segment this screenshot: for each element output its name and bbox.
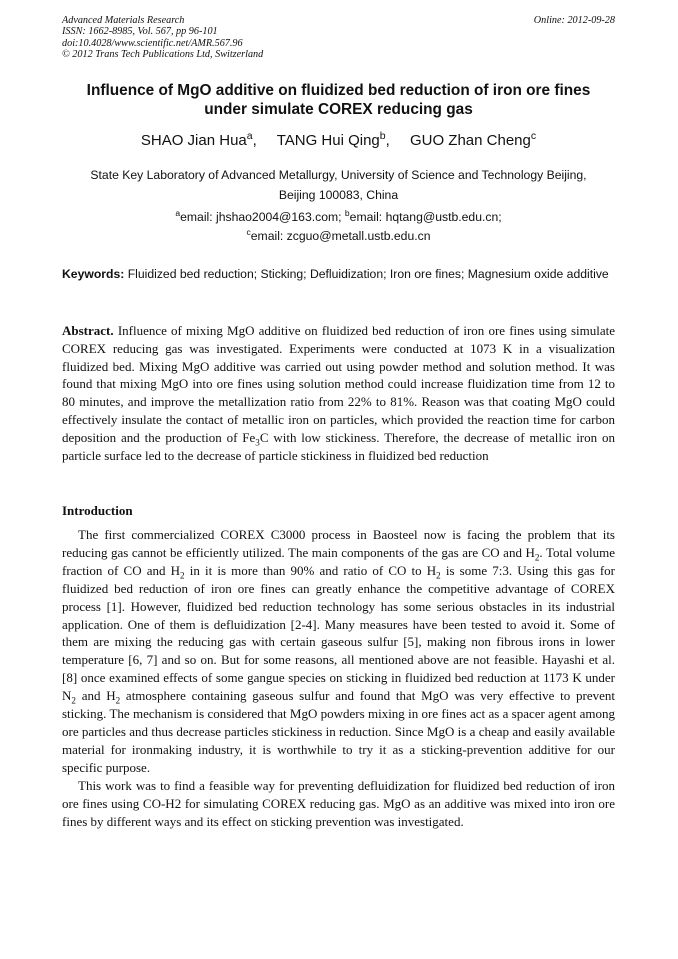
text-run: . Total volume fraction of CO and H bbox=[62, 544, 615, 578]
author-affil-mark: b bbox=[379, 130, 386, 142]
abstract-text: Influence of mixing MgO additive on fluidized bed reduction of iron ore fines using simulate COREX reducing gas was investigated. Experiments were conducted at 1073 K in a visualization fluidized bed. Mixing MgO additive was carried out using powder method and solution method. It was found that mixing MgO into ore fines using solution method could increase fluidization time from 12 to 80 minutes, and improve the metallization ratio from 22% to 81%. Reason was that coating MgO could effectively insulate the contact of metallic iron on particles, which provided the reaction time for carbon deposition and the production of Fe bbox=[62, 323, 616, 445]
author-name: SHAO Jian Hua bbox=[140, 132, 247, 149]
author-separator: , bbox=[385, 132, 390, 149]
subscript: 2 bbox=[71, 695, 76, 706]
author-separator: , bbox=[252, 132, 257, 149]
subscript: 2 bbox=[534, 552, 540, 563]
affiliation bbox=[62, 165, 615, 205]
subscript: 3 bbox=[255, 437, 260, 448]
keywords-text: Fluidized bed reduction; Sticking; Defluidization; Iron ore fines; Magnesium oxide additive bbox=[127, 267, 609, 281]
introduction-body bbox=[62, 526, 615, 830]
abstract-label: Abstract. bbox=[62, 323, 114, 338]
author-affil-mark: c bbox=[530, 130, 537, 142]
email-mark: b bbox=[344, 207, 350, 218]
text-run: in it is more than 90% and ratio of CO to H bbox=[184, 562, 437, 578]
author-name: GUO Zhan Cheng bbox=[409, 132, 531, 149]
abstract-text: C with low stickiness. Therefore, the decrease of metallic iron on particle surface led to the decrease of particle stickiness in fluidized bed reduction bbox=[62, 429, 615, 463]
author-name: TANG Hui Qing bbox=[276, 132, 380, 149]
affiliation-line-1: State Key Laboratory of Advanced Metallurgy, University of Science and Technology Beijing, bbox=[90, 168, 587, 182]
email-mark: c bbox=[246, 226, 251, 237]
keywords bbox=[62, 266, 615, 284]
text-run: is some 7:3. Using this gas for fluidized bed reduction of iron ore fines can greatly enhance the competitive advantage of COREX process [1]. However, fluidized bed reduction technology has some serious obstacles in its industrial application. One of them is defluidization [2-4]. Many measures have been tested to avoid it. Some of them are mixing the reducing gas with certain gaseous sulfur [5], making non fibrous irons in lower temperature [6, 7] and so on. But for some reasons, all mentioned above are not feasible. Hayashi et al. [8] once examined effects of some gangue species on sticking in fluidized bed reduction at 1173 K under N bbox=[62, 562, 615, 704]
issn-line: ISSN: 1662-8985, Vol. 567, pp 96-101 bbox=[62, 26, 218, 38]
title-line-2: under simulate COREX reducing gas bbox=[204, 101, 473, 118]
author-list bbox=[62, 131, 615, 151]
title-line-1: Influence of MgO additive on fluidized bed reduction of iron ore fines bbox=[86, 82, 591, 99]
subscript: 2 bbox=[436, 570, 441, 581]
text-run: The first commercialized COREX C3000 process in Baosteel now is facing the problem that its reducing gas cannot be efficiently utilized. The main components of the gas are CO and H bbox=[62, 527, 615, 560]
author-affil-mark: a bbox=[246, 130, 253, 142]
email-c: email: zcguo@metall.ustb.edu.cn bbox=[250, 229, 431, 243]
copyright-line: © 2012 Trans Tech Publications Ltd, Switzerland bbox=[62, 49, 264, 61]
paragraph: This work was to find a feasible way for preventing defluidization for fluidized bed reduction of iron ore fines using CO-H2 for simulating COREX reducing gas. MgO as an additive was mixed into iron ore fines by different ways and its effect on sticking prevention was investigated. bbox=[62, 777, 615, 829]
email-b: email: hqtang@ustb.edu.cn; bbox=[349, 210, 502, 224]
email-list bbox=[62, 208, 615, 246]
text-run: and H bbox=[75, 688, 116, 704]
journal-name: Advanced Materials Research bbox=[62, 15, 185, 26]
email-a: email: jhshao2004@163.com; bbox=[180, 210, 345, 224]
text-run: atmosphere containing gaseous sulfur and found that MgO was very effective to prevent sticking. The mechanism is considered that MgO powders mixing in ore fines act as a spacer agent among ore particles and thus decrease particles stickiness in reduction. Since MgO is a cheap and easily available material for ironmaking industry, it is worthwhile to try it as a sticking-prevention additive for our specific purpose. bbox=[62, 688, 615, 775]
doi-line: doi:10.4028/www.scientific.net/AMR.567.96 bbox=[62, 37, 243, 49]
subscript: 2 bbox=[180, 570, 185, 581]
journal-header bbox=[62, 15, 615, 61]
subscript: 2 bbox=[115, 695, 121, 706]
abstract bbox=[62, 322, 615, 464]
online-date: Online: 2012-09-28 bbox=[533, 15, 615, 26]
keywords-label: Keywords: bbox=[62, 267, 125, 281]
email-mark: a bbox=[175, 207, 181, 218]
affiliation-line-2: Beijing 100083, China bbox=[278, 188, 399, 202]
paragraph bbox=[62, 526, 615, 777]
section-heading-introduction: Introduction bbox=[62, 503, 133, 518]
paper-title bbox=[62, 81, 615, 119]
